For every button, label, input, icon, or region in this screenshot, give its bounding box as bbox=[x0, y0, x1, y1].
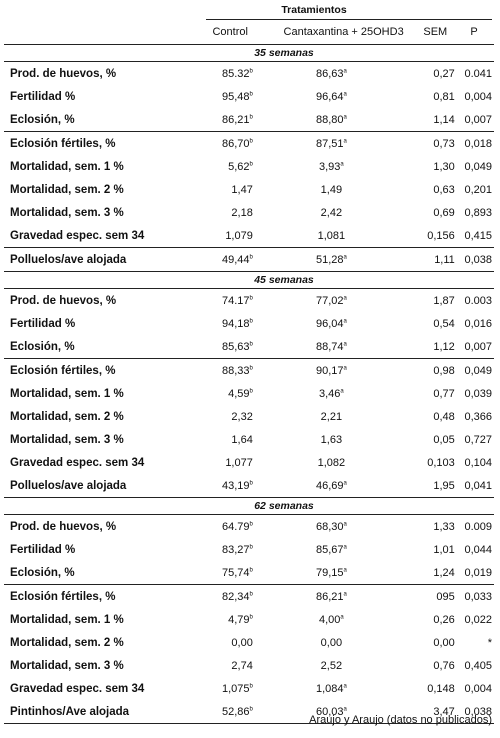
treatment-cell bbox=[253, 591, 400, 603]
row-label: Eclosión fértiles, % bbox=[10, 137, 116, 150]
treatment-sup: a bbox=[343, 113, 347, 120]
treatment-sup: a bbox=[343, 340, 347, 347]
treatment-sup: a bbox=[340, 160, 344, 167]
treatment-sup: a bbox=[343, 520, 347, 527]
treatment-sup: a bbox=[340, 613, 344, 620]
control-value: 85,63 bbox=[221, 340, 250, 353]
row-label: Eclosión fértiles, % bbox=[10, 590, 116, 603]
p-cell: 0,044 bbox=[464, 543, 492, 556]
sem-cell: 0,69 bbox=[433, 206, 455, 219]
table-group-header bbox=[4, 0, 494, 20]
treatment-value: 1,084 bbox=[315, 682, 344, 695]
p-cell: 0,893 bbox=[464, 206, 492, 219]
table-row bbox=[4, 654, 494, 677]
sem-cell: 1,01 bbox=[433, 543, 455, 556]
sem-cell: 0,63 bbox=[433, 183, 455, 196]
table-row bbox=[4, 288, 494, 312]
source-note: Araujo y Araujo (datos no publicados) bbox=[309, 714, 492, 726]
treatment-sup: a bbox=[343, 479, 347, 486]
control-value: 95,48 bbox=[221, 90, 250, 103]
treatment-cell bbox=[253, 411, 400, 423]
control-sup: b bbox=[249, 90, 253, 97]
sem-cell: 095 bbox=[436, 590, 455, 603]
control-cell bbox=[194, 614, 253, 626]
sem-cell: 1,14 bbox=[433, 113, 455, 126]
control-value: 86,21 bbox=[221, 113, 250, 126]
control-sup: b bbox=[249, 520, 253, 527]
control-value: 1,64 bbox=[231, 433, 253, 446]
control-cell bbox=[194, 480, 253, 492]
treatment-cell bbox=[253, 318, 400, 330]
treatment-cell bbox=[253, 91, 400, 103]
table-row bbox=[4, 514, 494, 538]
table-row bbox=[4, 335, 494, 358]
control-cell bbox=[194, 207, 253, 219]
sem-cell: 0,98 bbox=[433, 364, 455, 377]
control-value: 1,47 bbox=[231, 183, 253, 196]
treatment-cell bbox=[253, 365, 400, 377]
sem-cell: 1,30 bbox=[433, 160, 455, 173]
control-value: 85.32 bbox=[221, 67, 250, 80]
row-label: Fertilidad % bbox=[10, 317, 76, 330]
control-sup: b bbox=[249, 67, 253, 74]
table-row bbox=[4, 631, 494, 654]
treatment-sup: a bbox=[343, 543, 347, 550]
treatment-value: 1,49 bbox=[320, 183, 343, 196]
treatment-cell bbox=[253, 544, 400, 556]
treatment-value: 1,082 bbox=[317, 456, 346, 469]
control-cell bbox=[194, 161, 253, 173]
p-cell: 0.009 bbox=[464, 520, 492, 533]
row-label: Polluelos/ave alojada bbox=[10, 479, 127, 492]
treatment-cell bbox=[253, 457, 400, 469]
table-row bbox=[4, 224, 494, 247]
p-cell: 0,007 bbox=[464, 113, 492, 126]
control-cell bbox=[194, 91, 253, 103]
treatment-value: 0,00 bbox=[320, 636, 343, 649]
treatment-value: 79,15 bbox=[315, 566, 344, 579]
p-cell: 0,104 bbox=[464, 456, 492, 469]
treatment-value: 60,03 bbox=[315, 705, 344, 718]
p-cell: 0,727 bbox=[464, 433, 492, 446]
treatment-cell bbox=[253, 434, 400, 446]
treatment-sup: a bbox=[343, 253, 347, 260]
treatment-cell bbox=[253, 521, 400, 533]
sem-cell: 0,77 bbox=[433, 387, 455, 400]
treatment-value: 85,67 bbox=[315, 543, 344, 556]
treatment-sup: a bbox=[343, 90, 347, 97]
p-cell: 0,405 bbox=[464, 659, 492, 672]
treatment-sup: a bbox=[343, 364, 347, 371]
sem-cell: 1,95 bbox=[433, 479, 455, 492]
treatment-value: 77,02 bbox=[315, 294, 344, 307]
table-row bbox=[4, 474, 494, 498]
control-value: 1,075 bbox=[221, 682, 250, 695]
p-cell: 0.003 bbox=[464, 294, 492, 307]
group-underline bbox=[206, 19, 492, 20]
sem-cell: 1,87 bbox=[433, 294, 455, 307]
p-cell: 0,366 bbox=[464, 410, 492, 423]
sem-cell: 0,103 bbox=[427, 456, 455, 469]
treatment-cell bbox=[253, 388, 400, 400]
row-label: Eclosión fértiles, % bbox=[10, 364, 116, 377]
control-cell bbox=[194, 68, 253, 80]
treatment-value: 96,64 bbox=[315, 90, 344, 103]
treatment-cell bbox=[253, 230, 400, 242]
treatment-value: 3,46 bbox=[319, 387, 341, 400]
control-cell bbox=[194, 457, 253, 469]
p-cell: 0.041 bbox=[464, 67, 492, 80]
sem-cell: 0,48 bbox=[433, 410, 455, 423]
table-row bbox=[4, 131, 494, 155]
treatment-value: 2,42 bbox=[320, 206, 343, 219]
table-row bbox=[4, 312, 494, 335]
control-value: 4,59 bbox=[228, 387, 250, 400]
control-value: 2,32 bbox=[231, 410, 253, 423]
control-sup: b bbox=[249, 364, 253, 371]
p-cell: 0,019 bbox=[464, 566, 492, 579]
group-label: Tratamientos bbox=[281, 4, 347, 16]
control-value: 52,86 bbox=[221, 705, 250, 718]
sem-cell: 0,54 bbox=[433, 317, 455, 330]
treatment-cell bbox=[253, 184, 400, 196]
control-sup: b bbox=[249, 543, 253, 550]
control-cell bbox=[194, 318, 253, 330]
table-row bbox=[4, 561, 494, 584]
sem-cell: 1,12 bbox=[433, 340, 455, 353]
table-row bbox=[4, 247, 494, 272]
control-value: 2,18 bbox=[231, 206, 253, 219]
treatment-cell bbox=[253, 614, 400, 626]
treatment-cell bbox=[253, 161, 400, 173]
table-body bbox=[4, 45, 494, 724]
p-cell: 0,022 bbox=[464, 613, 492, 626]
p-cell: 0,039 bbox=[464, 387, 492, 400]
treatment-value: 88,74 bbox=[315, 340, 344, 353]
sem-cell: 0,26 bbox=[433, 613, 455, 626]
control-value: 64.79 bbox=[221, 520, 250, 533]
row-label: Mortalidad, sem. 1 % bbox=[10, 160, 124, 173]
control-value: 49,44 bbox=[221, 253, 250, 266]
treatment-value: 68,30 bbox=[315, 520, 344, 533]
control-sup: b bbox=[249, 479, 253, 486]
control-cell bbox=[194, 230, 253, 242]
row-label: Mortalidad, sem. 2 % bbox=[10, 183, 124, 196]
section-title: 35 semanas bbox=[254, 47, 314, 59]
table-row bbox=[4, 201, 494, 224]
treatment-sup: a bbox=[343, 137, 347, 144]
row-label: Mortalidad, sem. 3 % bbox=[10, 206, 124, 219]
treatment-sup: a bbox=[343, 590, 347, 597]
control-sup: b bbox=[249, 253, 253, 260]
treatment-sup: a bbox=[343, 67, 347, 74]
treatment-value: 86,21 bbox=[315, 590, 344, 603]
table-row bbox=[4, 405, 494, 428]
row-label: Polluelos/ave alojada bbox=[10, 253, 127, 266]
treatment-sup: a bbox=[343, 317, 347, 324]
row-label: Pintinhos/Ave alojada bbox=[10, 705, 130, 718]
treatment-cell bbox=[253, 480, 400, 492]
row-label: Mortalidad, sem. 2 % bbox=[10, 636, 124, 649]
header-sem: SEM bbox=[423, 26, 448, 38]
row-label: Mortalidad, sem. 1 % bbox=[10, 613, 124, 626]
treatment-value: 2,21 bbox=[320, 410, 343, 423]
treatment-cell bbox=[253, 637, 400, 649]
p-cell: 0,038 bbox=[464, 253, 492, 266]
treatment-value: 87,51 bbox=[315, 137, 344, 150]
sem-cell: 0,148 bbox=[427, 682, 455, 695]
section-title: 45 semanas bbox=[254, 274, 314, 286]
row-label: Prod. de huevos, % bbox=[10, 520, 117, 533]
control-value: 83,27 bbox=[221, 543, 250, 556]
control-sup: b bbox=[249, 317, 253, 324]
sem-cell: 1,24 bbox=[433, 566, 455, 579]
header-control: Control bbox=[212, 26, 248, 38]
p-cell: 0,049 bbox=[464, 160, 492, 173]
table-row bbox=[4, 584, 494, 608]
results-table bbox=[4, 0, 494, 724]
treatment-value: 88,80 bbox=[315, 113, 344, 126]
control-cell bbox=[194, 295, 253, 307]
table-row bbox=[4, 108, 494, 131]
control-value: 82,34 bbox=[221, 590, 250, 603]
p-cell: * bbox=[487, 636, 492, 649]
control-cell bbox=[194, 388, 253, 400]
section-title: 62 semanas bbox=[254, 500, 314, 512]
treatment-sup: a bbox=[343, 705, 347, 712]
control-value: 1,077 bbox=[225, 456, 253, 469]
p-cell: 0,004 bbox=[464, 90, 492, 103]
treatment-sup: a bbox=[343, 566, 347, 573]
row-label: Fertilidad % bbox=[10, 543, 76, 556]
treatment-sup: a bbox=[343, 682, 347, 689]
row-label: Prod. de huevos, % bbox=[10, 294, 117, 307]
row-label: Gravedad espec. sem 34 bbox=[10, 229, 145, 242]
control-sup: b bbox=[249, 613, 253, 620]
sem-cell: 0,27 bbox=[433, 67, 455, 80]
header-p: P bbox=[470, 26, 478, 38]
control-cell bbox=[194, 411, 253, 423]
control-value: 94,18 bbox=[221, 317, 250, 330]
sem-cell: 0,73 bbox=[433, 137, 455, 150]
table-row bbox=[4, 608, 494, 631]
header-treatment: Cantaxantina + 25OHD3 bbox=[283, 26, 404, 38]
control-cell bbox=[194, 434, 253, 446]
table-row bbox=[4, 178, 494, 201]
treatment-value: 4,00 bbox=[319, 613, 341, 626]
row-label: Eclosión, % bbox=[10, 566, 75, 579]
control-sup: b bbox=[249, 137, 253, 144]
control-cell bbox=[194, 254, 253, 266]
row-label: Eclosión, % bbox=[10, 113, 75, 126]
control-value: 88,33 bbox=[221, 364, 250, 377]
treatment-cell bbox=[253, 254, 400, 266]
control-sup: b bbox=[249, 340, 253, 347]
control-cell bbox=[194, 660, 253, 672]
treatment-cell bbox=[253, 207, 400, 219]
row-label: Mortalidad, sem. 3 % bbox=[10, 433, 124, 446]
treatment-value: 51,28 bbox=[315, 253, 344, 266]
sem-cell: 3,47 bbox=[433, 705, 455, 718]
control-value: 74.17 bbox=[221, 294, 250, 307]
p-cell: 0,007 bbox=[464, 340, 492, 353]
control-cell bbox=[194, 637, 253, 649]
p-cell: 0,041 bbox=[464, 479, 492, 492]
p-cell: 0,038 bbox=[464, 705, 492, 718]
row-label: Mortalidad, sem. 2 % bbox=[10, 410, 124, 423]
control-value: 0,00 bbox=[231, 636, 253, 649]
p-cell: 0,004 bbox=[464, 682, 492, 695]
treatment-cell bbox=[253, 68, 400, 80]
row-label: Eclosión, % bbox=[10, 340, 75, 353]
control-value: 1,079 bbox=[225, 229, 253, 242]
sem-cell: 0,156 bbox=[427, 229, 455, 242]
control-sup: b bbox=[249, 590, 253, 597]
row-label: Fertilidad % bbox=[10, 90, 76, 103]
control-sup: b bbox=[249, 294, 253, 301]
control-cell bbox=[194, 341, 253, 353]
row-label: Mortalidad, sem. 1 % bbox=[10, 387, 124, 400]
control-value: 43,19 bbox=[221, 479, 250, 492]
control-value: 5,62 bbox=[228, 160, 250, 173]
table-row bbox=[4, 85, 494, 108]
sem-cell: 1,33 bbox=[433, 520, 455, 533]
p-cell: 0,033 bbox=[464, 590, 492, 603]
treatment-cell bbox=[253, 567, 400, 579]
treatment-value: 1,63 bbox=[320, 433, 343, 446]
control-cell bbox=[194, 184, 253, 196]
p-cell: 0,415 bbox=[464, 229, 492, 242]
row-label: Gravedad espec. sem 34 bbox=[10, 682, 145, 695]
row-label: Mortalidad, sem. 3 % bbox=[10, 659, 124, 672]
control-sup: b bbox=[249, 113, 253, 120]
control-sup: b bbox=[249, 682, 253, 689]
control-cell bbox=[194, 365, 253, 377]
control-sup: b bbox=[249, 387, 253, 394]
treatment-cell bbox=[253, 683, 400, 695]
row-label: Prod. de huevos, % bbox=[10, 67, 117, 80]
treatment-cell bbox=[253, 114, 400, 126]
table-row bbox=[4, 61, 494, 85]
treatment-sup: a bbox=[343, 294, 347, 301]
table-row bbox=[4, 538, 494, 561]
table-row bbox=[4, 382, 494, 405]
p-cell: 0,049 bbox=[464, 364, 492, 377]
treatment-value: 90,17 bbox=[315, 364, 344, 377]
table-row bbox=[4, 677, 494, 700]
treatment-cell bbox=[253, 660, 400, 672]
table-row bbox=[4, 358, 494, 382]
control-sup: b bbox=[249, 705, 253, 712]
table-row bbox=[4, 451, 494, 474]
control-cell bbox=[194, 706, 253, 718]
treatment-value: 96,04 bbox=[315, 317, 344, 330]
treatment-value: 2,52 bbox=[320, 659, 343, 672]
control-cell bbox=[194, 521, 253, 533]
p-cell: 0,018 bbox=[464, 137, 492, 150]
treatment-sup: a bbox=[340, 387, 344, 394]
control-value: 2,74 bbox=[231, 659, 253, 672]
control-cell bbox=[194, 591, 253, 603]
control-cell bbox=[194, 683, 253, 695]
p-cell: 0,016 bbox=[464, 317, 492, 330]
treatment-value: 1,081 bbox=[317, 229, 346, 242]
treatment-cell bbox=[253, 295, 400, 307]
table-row bbox=[4, 155, 494, 178]
treatment-value: 86,63 bbox=[315, 67, 344, 80]
treatment-cell bbox=[253, 138, 400, 150]
row-label: Gravedad espec. sem 34 bbox=[10, 456, 145, 469]
table-row bbox=[4, 428, 494, 451]
control-value: 86,70 bbox=[221, 137, 250, 150]
control-value: 4,79 bbox=[228, 613, 250, 626]
treatment-value: 46,69 bbox=[315, 479, 344, 492]
control-cell bbox=[194, 544, 253, 556]
control-sup: b bbox=[249, 160, 253, 167]
control-cell bbox=[194, 138, 253, 150]
column-headers bbox=[4, 20, 494, 45]
treatment-cell bbox=[253, 341, 400, 353]
control-cell bbox=[194, 567, 253, 579]
sem-cell: 0,81 bbox=[433, 90, 455, 103]
control-value: 75,74 bbox=[221, 566, 250, 579]
control-sup: b bbox=[249, 566, 253, 573]
sem-cell: 1,11 bbox=[434, 253, 455, 266]
control-cell bbox=[194, 114, 253, 126]
sem-cell: 0,00 bbox=[433, 636, 455, 649]
treatment-value: 3,93 bbox=[319, 160, 341, 173]
sem-cell: 0,05 bbox=[433, 433, 455, 446]
sem-cell: 0,76 bbox=[433, 659, 455, 672]
p-cell: 0,201 bbox=[464, 183, 492, 196]
